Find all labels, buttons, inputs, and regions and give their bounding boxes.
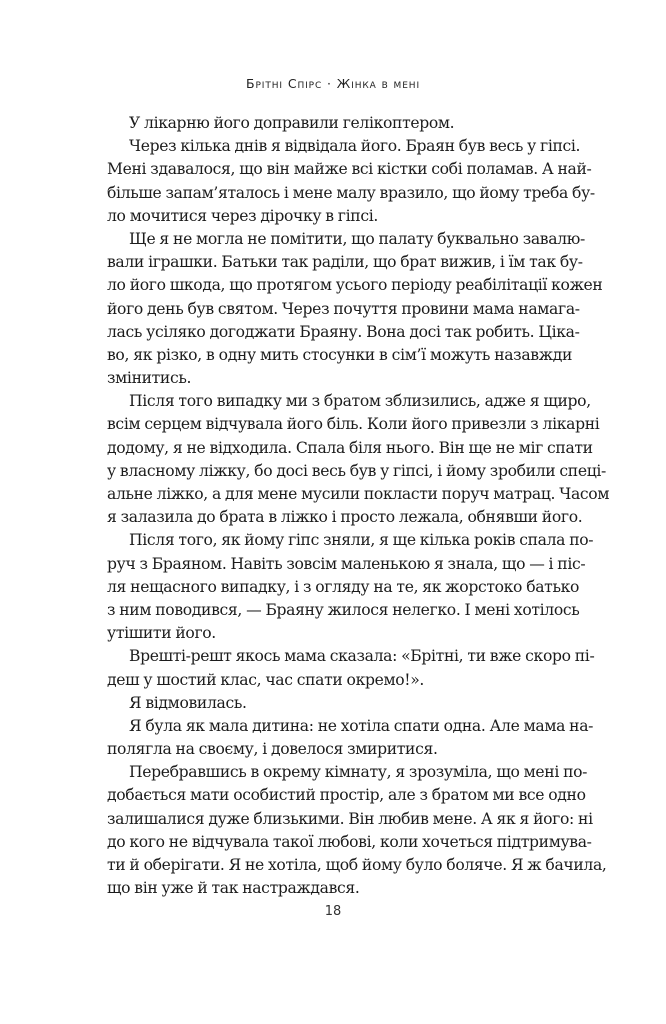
text-line: Я відмовилась. xyxy=(129,693,247,712)
text-line: ля нещасного випадку, і з огляду на те, як жорстоко батько xyxy=(107,577,580,596)
text-line: У лікарню його доправили гелікоптером. xyxy=(129,114,455,132)
text-line: Я була як мала дитина: не хотіла спати одна. Але мама на- xyxy=(129,716,594,735)
text-line: лась усіляко догоджати Браяну. Вона досі так робить. Ціка- xyxy=(107,322,580,341)
text-line: Врешті-решт якось мама сказала: «Брітні, ти вже скоро пі- xyxy=(129,647,595,666)
text-line: Ще я не могла не помітити, що палату буквально завалю- xyxy=(129,229,585,248)
text-line: ти й оберігати. Я не хотіла, щоб йому було боляче. Я ж бачила, xyxy=(107,856,607,874)
text-line: вали іграшки. Батьки так раділи, що брат вижив, і їм так бу- xyxy=(107,253,583,272)
text-line: ло його шкода, що протягом усього періоду реабілітації кожен xyxy=(107,276,603,295)
text-line: його день був святом. Через почуття провини мама намага- xyxy=(107,299,580,318)
text-line: Перебравшись в окрему кімнату, я зрозуміла, що мені по- xyxy=(129,763,588,782)
paragraph xyxy=(107,112,572,135)
body-text xyxy=(107,112,610,900)
text-line: що він уже й так настраждався. xyxy=(107,879,360,898)
paragraph xyxy=(107,135,595,228)
text-line: всім серцем відчувала його біль. Коли його привезли з лікарні xyxy=(107,415,600,434)
paragraph xyxy=(107,692,572,715)
text-line: добається мати особистий простір, але з братом ми все одно xyxy=(107,786,586,805)
text-line: во, як різко, в одну мить стосунки в сім’ї можуть назавжди xyxy=(107,345,572,364)
text-line: деш у шостий клас, час спати окремо!». xyxy=(107,670,425,689)
text-line: альне ліжко, а для мене мусили покласти поруч матрац. Часом xyxy=(107,485,610,503)
text-line: Мені здавалося, що він майже всі кістки собі поламав. А най- xyxy=(107,160,592,179)
text-line: Через кілька днів я відвідала його. Браян був весь у гіпсі. xyxy=(129,137,581,156)
text-line: до кого не відчувала такої любові, коли хочеться підтримува- xyxy=(107,832,592,851)
text-line: більше запам’яталось і мене малу вразило, що йому треба бу- xyxy=(107,183,595,202)
running-head: Брітні Спірс · Жінка в мені xyxy=(245,76,421,91)
text-line: з ним поводився, — Браяну жилося нелегко. І мені хотілось xyxy=(107,600,580,619)
text-line: змінитись. xyxy=(107,369,192,388)
paragraph xyxy=(107,390,610,529)
paragraph xyxy=(107,715,594,761)
text-line: полягла на своєму, і довелося змиритися. xyxy=(107,740,438,759)
text-line: ло мочитися через дірочку в гіпсі. xyxy=(107,206,378,225)
paragraph xyxy=(107,645,595,691)
text-line: додому, я не відходила. Спала біля нього. Він ще не міг спати xyxy=(107,438,593,457)
text-line: Після того випадку ми з братом зблизились, адже я щиро, xyxy=(129,392,591,411)
page-number: 18 xyxy=(324,904,342,919)
paragraph xyxy=(107,228,603,390)
text-line: у власному ліжку, бо досі весь був у гіпсі, і йому зробили спеці- xyxy=(107,461,606,480)
text-line: утішити його. xyxy=(107,624,216,643)
text-line: я залазила до брата в ліжко і просто лежала, обнявши його. xyxy=(107,508,583,527)
paragraph xyxy=(107,761,607,900)
text-line: Після того, як йому гіпс зняли, я ще кілька років спала по- xyxy=(129,531,594,550)
text-line: залишалися дуже близькими. Він любив мене. А як я його: ні xyxy=(107,809,593,828)
paragraph xyxy=(107,529,594,645)
text-line: руч з Браяном. Навіть зовсім маленькою я знала, що — і піс- xyxy=(107,554,586,573)
